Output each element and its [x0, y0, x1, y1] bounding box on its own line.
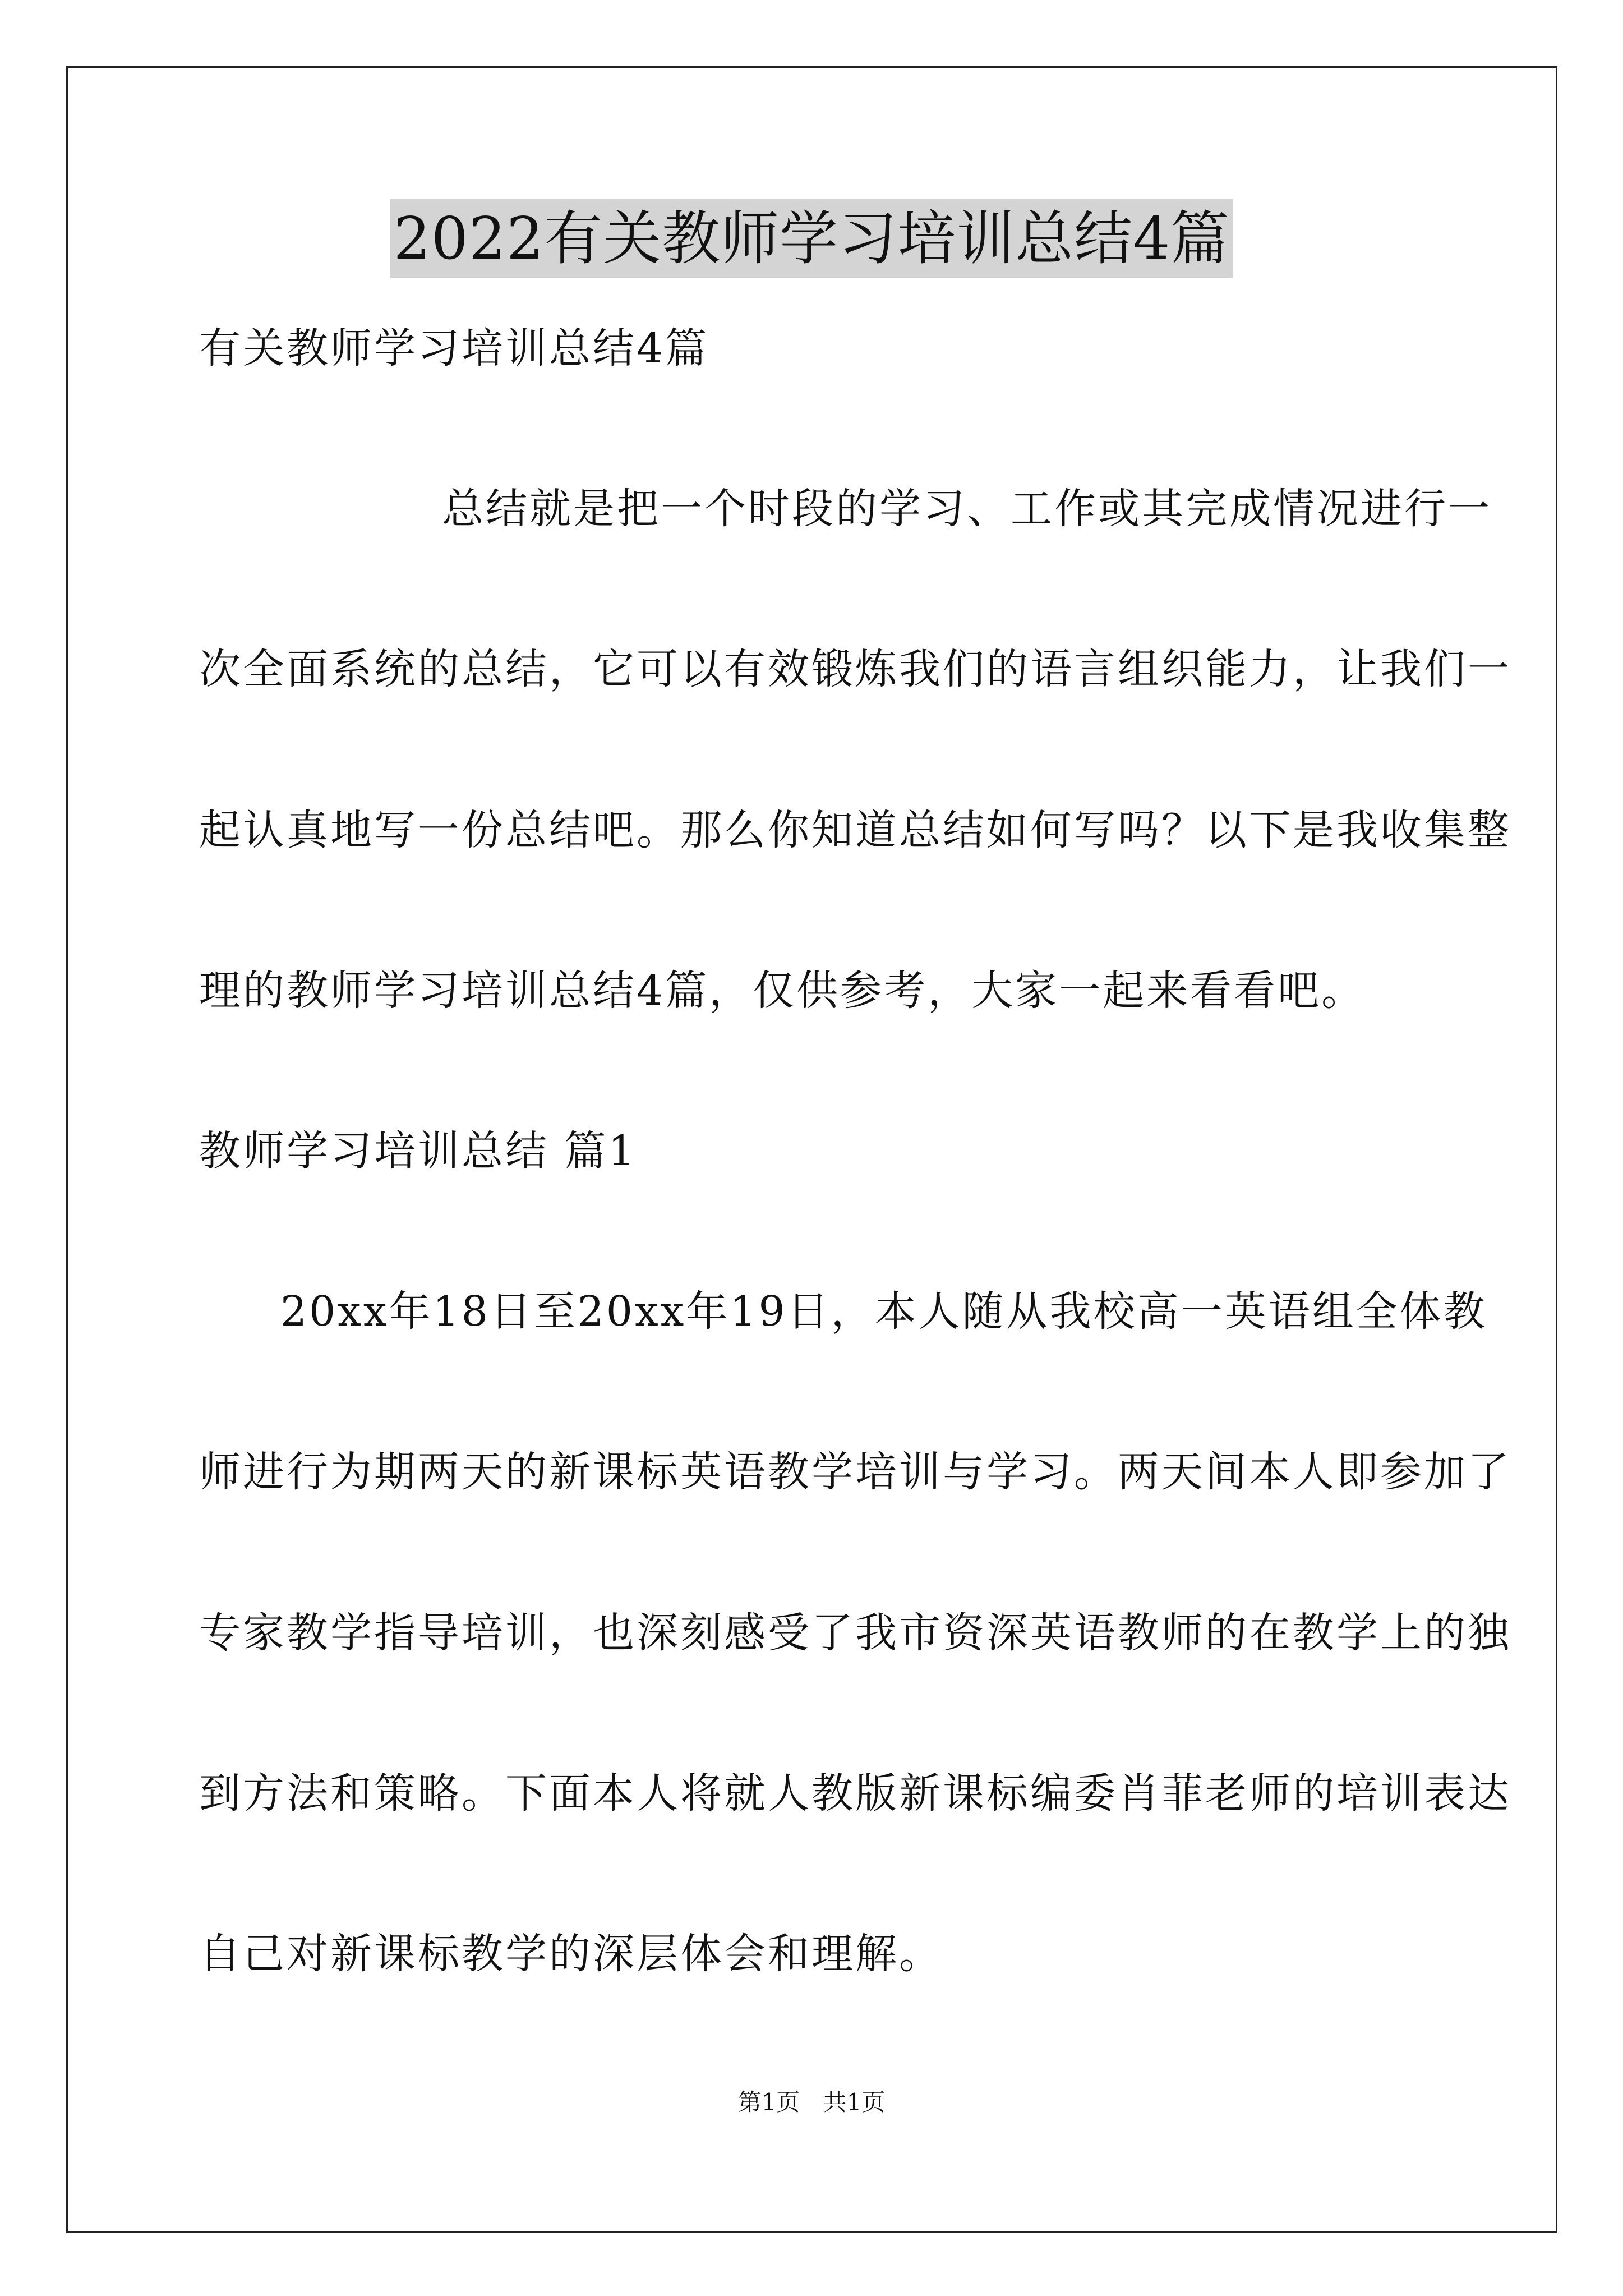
- subtitle-line: 有关教师学习培训总结4篇: [199, 324, 709, 372]
- paragraph-line: 次全面系统的总结，它可以有效锻炼我们的语言组织能力，让我们一: [199, 645, 1511, 693]
- paragraph-line: 总结就是把一个时段的学习、工作或其完成情况进行一: [442, 485, 1492, 533]
- title-container: [0, 199, 1623, 278]
- document-title: 2022有关教师学习培训总结4篇: [390, 199, 1233, 278]
- paragraph-line: 专家教学指导培训，也深刻感受了我市资深英语教师的在教学上的独: [199, 1609, 1511, 1657]
- page-footer: [0, 2086, 1623, 2119]
- section-heading: 教师学习培训总结 篇1: [199, 1127, 637, 1175]
- paragraph-line: 20xx年18日至20xx年19日，本人随从我校高一英语组全体教: [280, 1287, 1487, 1336]
- paragraph-line: 师进行为期两天的新课标英语教学培训与学习。两天间本人即参加了: [199, 1448, 1511, 1496]
- page-number: 第1页: [737, 2088, 800, 2116]
- paragraph-line: 理的教师学习培训总结4篇，仅供参考，大家一起来看看吧。: [199, 967, 1366, 1015]
- paragraph-line: 起认真地写一份总结吧。那么你知道总结如何写吗？以下是我收集整: [199, 806, 1511, 854]
- paragraph-line: 自己对新课标教学的深层体会和理解。: [199, 1930, 943, 1978]
- page-total: 共1页: [823, 2088, 886, 2116]
- paragraph-line: 到方法和策略。下面本人将就人教版新课标编委肖菲老师的培训表达: [199, 1769, 1511, 1818]
